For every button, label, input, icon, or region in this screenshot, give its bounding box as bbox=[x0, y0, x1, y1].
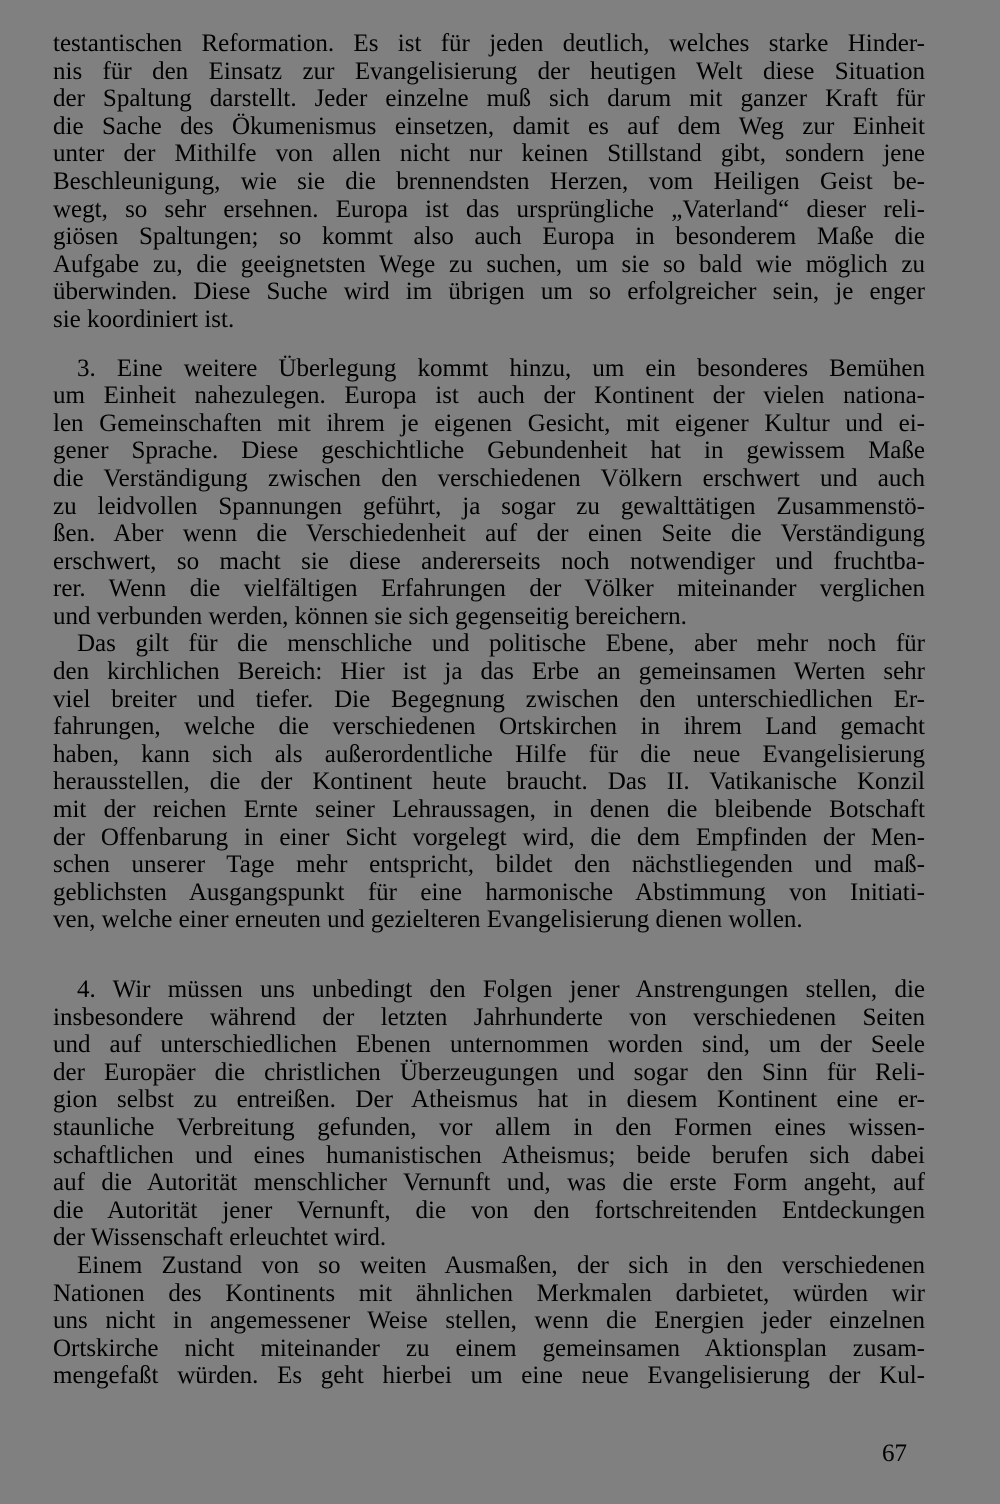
text-line: die Verständigung zwischen den verschiedenen Völkern erschwert und auch bbox=[53, 464, 925, 492]
text-line: len Gemeinschaften mit ihrem je eigenen Gesicht, mit eigener Kultur und ei- bbox=[53, 409, 925, 437]
text-line: die Sache des Ökumenismus einsetzen, damit es auf dem Weg zur Einheit bbox=[53, 112, 925, 140]
text-line: mengefaßt würden. Es geht hierbei um eine neue Evangelisierung der Kul- bbox=[53, 1362, 925, 1390]
text-line: schen unserer Tage mehr entspricht, bildet den nächstliegenden und maß- bbox=[53, 851, 925, 879]
text-line: uns nicht in angemessener Weise stellen, wenn die Energien jeder einzelnen bbox=[53, 1307, 925, 1335]
text-line: den kirchlichen Bereich: Hier ist ja das Erbe an gemeinsamen Werten sehr bbox=[53, 658, 925, 686]
text-line: fahrungen, welche die verschiedenen Ortskirchen in ihrem Land gemacht bbox=[53, 713, 925, 741]
text-line: sie koordiniert ist. bbox=[53, 305, 235, 333]
paragraph bbox=[53, 1252, 925, 1390]
text-line: die Autorität jener Vernunft, die von den fortschreitenden Entdeckungen bbox=[53, 1196, 925, 1224]
text-line: Nationen des Kontinents mit ähnlichen Merkmalen darbietet, würden wir bbox=[53, 1279, 925, 1307]
text-line: herausstellen, die der Kontinent heute braucht. Das II. Vatikanische Konzil bbox=[53, 768, 925, 796]
text-line: und verbunden werden, können sie sich gegenseitig bereichern. bbox=[53, 602, 687, 630]
text-line: wegt, so sehr ersehnen. Europa ist das ursprüngliche „Vaterland“ dieser reli- bbox=[53, 195, 925, 223]
text-line: und auf unterschiedlichen Ebenen unternommen worden sind, um der Seele bbox=[53, 1031, 925, 1059]
text-line: geblichsten Ausgangspunkt für eine harmonische Abstimmung von Initiati- bbox=[53, 878, 925, 906]
text-line: viel breiter und tiefer. Die Begegnung zwischen den unterschiedlichen Er- bbox=[53, 685, 925, 713]
paragraph bbox=[53, 630, 925, 934]
text-line: ßen. Aber wenn die Verschiedenheit auf der einen Seite die Verständigung bbox=[53, 520, 925, 548]
text-line: Das gilt für die menschliche und politische Ebene, aber mehr noch für bbox=[77, 630, 925, 658]
text-line: testantischen Reformation. Es ist für jeden deutlich, welches starke Hinder- bbox=[53, 30, 925, 57]
paragraph bbox=[53, 30, 925, 334]
text-line: der Offenbarung in einer Sicht vorgelegt wird, die dem Empfinden der Men- bbox=[53, 823, 925, 851]
text-line: mit der reichen Ernte seiner Lehraussagen, in denen die bleibende Botschaft bbox=[53, 796, 925, 824]
text-line: der Spaltung darstellt. Jeder einzelne muß sich darum mit ganzer Kraft für bbox=[53, 85, 925, 113]
text-line: gion selbst zu entreißen. Der Atheismus hat in diesem Kontinent eine er- bbox=[53, 1086, 925, 1114]
text-line: staunliche Verbreitung gefunden, vor allem in den Formen eines wissen- bbox=[53, 1113, 925, 1141]
text-line: schaftlichen und eines humanistischen Atheismus; beide berufen sich dabei bbox=[53, 1141, 925, 1169]
text-line: haben, kann sich als außerordentliche Hilfe für die neue Evangelisierung bbox=[53, 740, 925, 768]
text-line: 3. Eine weitere Überlegung kommt hinzu, um ein besonderes Bemühen bbox=[77, 354, 925, 382]
page-number: 67 bbox=[882, 1440, 907, 1467]
text-line: Aufgabe zu, die geeignetsten Wege zu suchen, um sie so bald wie möglich zu bbox=[53, 250, 925, 278]
text-line: ven, welche einer erneuten und gezielteren Evangelisierung dienen wollen. bbox=[53, 906, 803, 934]
text-line: Beschleunigung, wie sie die brennendsten Herzen, vom Heiligen Geist be- bbox=[53, 167, 925, 195]
paragraph bbox=[53, 355, 925, 631]
text-line: der Europäer die christlichen Überzeugungen und sogar den Sinn für Reli- bbox=[53, 1058, 925, 1086]
text-line: überwinden. Diese Suche wird im übrigen um so erfolgreicher sein, je enger bbox=[53, 278, 925, 306]
paragraph bbox=[53, 976, 925, 1252]
text-line: unter der Mithilfe von allen nicht nur keinen Stillstand gibt, sondern jene bbox=[53, 140, 925, 168]
text-line: zu leidvollen Spannungen geführt, ja sogar zu gewalttätigen Zusammenstö- bbox=[53, 492, 925, 520]
page-body bbox=[53, 30, 925, 1390]
text-line: 4. Wir müssen uns unbedingt den Folgen jener Anstrengungen stellen, die bbox=[77, 976, 925, 1003]
text-line: auf die Autorität menschlicher Vernunft und, was die erste Form angeht, auf bbox=[53, 1169, 925, 1197]
text-line: gener Sprache. Diese geschichtliche Gebundenheit hat in gewissem Maße bbox=[53, 437, 925, 465]
text-line: um Einheit nahezulegen. Europa ist auch der Kontinent der vielen nationa- bbox=[53, 382, 925, 410]
text-line: nis für den Einsatz zur Evangelisierung der heutigen Welt diese Situation bbox=[53, 57, 925, 85]
text-line: insbesondere während der letzten Jahrhunderte von verschiedenen Seiten bbox=[53, 1003, 925, 1031]
text-line: der Wissenschaft erleuchtet wird. bbox=[53, 1224, 387, 1252]
text-line: giösen Spaltungen; so kommt also auch Europa in besonderem Maße die bbox=[53, 223, 925, 251]
text-line: Ortskirche nicht miteinander zu einem gemeinsamen Aktionsplan zusam- bbox=[53, 1334, 925, 1362]
text-line: rer. Wenn die vielfältigen Erfahrungen der Völker miteinander verglichen bbox=[53, 575, 925, 603]
text-line: Einem Zustand von so weiten Ausmaßen, der sich in den verschiedenen bbox=[77, 1251, 925, 1279]
text-line: erschwert, so macht sie diese andererseits noch notwendiger und fruchtba- bbox=[53, 547, 925, 575]
